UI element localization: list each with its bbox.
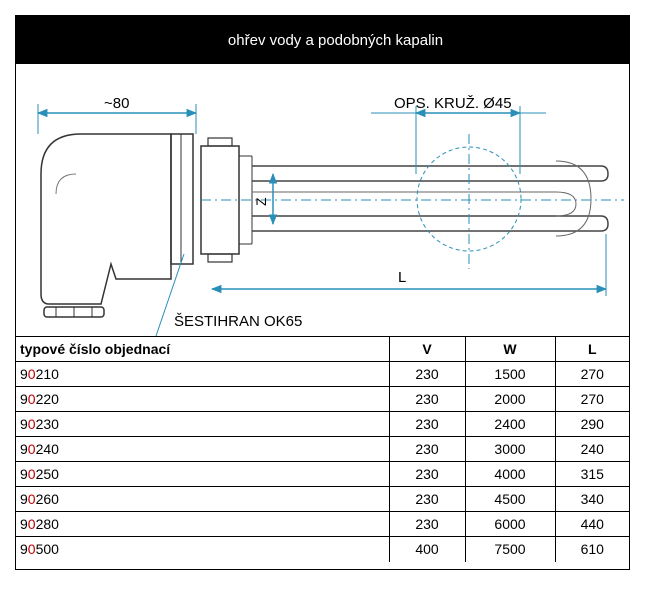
power-cell: 1500 bbox=[465, 362, 555, 387]
column-header-l: L bbox=[555, 337, 629, 362]
power-cell: 6000 bbox=[465, 512, 555, 537]
code-suffix: 500 bbox=[35, 541, 59, 558]
order-code-cell bbox=[16, 437, 389, 462]
document-frame bbox=[15, 15, 630, 570]
table-row bbox=[16, 362, 629, 387]
code-suffix: 260 bbox=[35, 491, 59, 507]
code-suffix: 230 bbox=[35, 416, 59, 432]
code-first-digit: 9 bbox=[20, 466, 28, 482]
code-first-digit: 9 bbox=[20, 441, 28, 457]
header-title: ohřev vody a podobných kapalin bbox=[227, 31, 444, 49]
table-row bbox=[16, 462, 629, 487]
hex-label: ŠESTIHRAN OK65 bbox=[174, 313, 303, 330]
table-body bbox=[16, 362, 629, 562]
heater-drawing-svg bbox=[16, 64, 629, 336]
code-first-digit: 9 bbox=[20, 491, 28, 507]
power-cell: 2000 bbox=[465, 387, 555, 412]
code-first-digit: 9 bbox=[20, 366, 28, 382]
code-red-digit: 0 bbox=[27, 416, 36, 432]
voltage-cell: 230 bbox=[389, 487, 465, 512]
technical-drawing bbox=[16, 64, 629, 352]
spec-table bbox=[16, 336, 629, 562]
head-collar bbox=[171, 134, 193, 264]
header-bar bbox=[16, 16, 629, 64]
flange-top bbox=[208, 138, 232, 146]
voltage-cell: 230 bbox=[389, 362, 465, 387]
code-red-digit: 0 bbox=[27, 466, 36, 482]
order-code-cell bbox=[16, 362, 389, 387]
code-red-digit: 0 bbox=[27, 541, 36, 558]
heating-tube-top bbox=[252, 166, 608, 181]
table-row bbox=[16, 387, 629, 412]
code-suffix: 280 bbox=[35, 516, 59, 532]
flange-bottom bbox=[208, 254, 232, 262]
heating-tube-bottom bbox=[252, 216, 608, 231]
order-code-cell bbox=[16, 387, 389, 412]
voltage-cell: 230 bbox=[389, 512, 465, 537]
code-suffix: 250 bbox=[35, 466, 59, 482]
z-label: Z bbox=[253, 197, 269, 206]
code-red-digit: 0 bbox=[27, 366, 36, 382]
code-red-digit: 0 bbox=[27, 441, 36, 457]
table-row bbox=[16, 437, 629, 462]
order-code-cell bbox=[16, 462, 389, 487]
power-cell: 4000 bbox=[465, 462, 555, 487]
power-cell: 7500 bbox=[465, 537, 555, 562]
voltage-cell: 230 bbox=[389, 437, 465, 462]
column-header-code: typové číslo objednací bbox=[16, 337, 389, 362]
code-suffix: 240 bbox=[35, 441, 59, 457]
voltage-cell: 230 bbox=[389, 412, 465, 437]
order-code-cell bbox=[16, 512, 389, 537]
heating-tube-middle bbox=[252, 192, 576, 216]
voltage-cell: 230 bbox=[389, 462, 465, 487]
head-housing bbox=[41, 134, 171, 304]
table-row bbox=[16, 537, 629, 562]
length-cell: 610 bbox=[555, 537, 629, 562]
code-suffix: 210 bbox=[35, 366, 59, 382]
order-code-cell bbox=[16, 487, 389, 512]
code-first-digit: 9 bbox=[20, 391, 28, 407]
order-code-cell bbox=[16, 537, 389, 562]
diameter-label: OPS. KRUŽ. Ø45 bbox=[394, 95, 512, 112]
length-cell: 440 bbox=[555, 512, 629, 537]
power-cell: 3000 bbox=[465, 437, 555, 462]
width-label: ~80 bbox=[104, 95, 130, 112]
table-row bbox=[16, 487, 629, 512]
length-cell: 315 bbox=[555, 462, 629, 487]
code-suffix: 220 bbox=[35, 391, 59, 407]
code-red-digit: 0 bbox=[27, 391, 36, 407]
code-first-digit: 9 bbox=[20, 541, 28, 558]
table-header-row bbox=[16, 337, 629, 362]
code-first-digit: 9 bbox=[20, 416, 28, 432]
length-cell: 270 bbox=[555, 387, 629, 412]
power-cell: 4500 bbox=[465, 487, 555, 512]
column-header-w: W bbox=[465, 337, 555, 362]
length-cell: 270 bbox=[555, 362, 629, 387]
power-cell: 2400 bbox=[465, 412, 555, 437]
length-label: L bbox=[398, 269, 407, 286]
code-red-digit: 0 bbox=[27, 491, 36, 507]
tube-bend bbox=[556, 161, 591, 236]
head-curve bbox=[56, 174, 76, 194]
code-red-digit: 0 bbox=[27, 516, 36, 532]
length-cell: 240 bbox=[555, 437, 629, 462]
table-row bbox=[16, 412, 629, 437]
length-cell: 290 bbox=[555, 412, 629, 437]
column-header-v: V bbox=[389, 337, 465, 362]
table-row bbox=[16, 512, 629, 537]
code-first-digit: 9 bbox=[20, 516, 28, 532]
order-code-cell bbox=[16, 412, 389, 437]
length-cell: 340 bbox=[555, 487, 629, 512]
voltage-cell: 400 bbox=[389, 537, 465, 562]
voltage-cell: 230 bbox=[389, 387, 465, 412]
